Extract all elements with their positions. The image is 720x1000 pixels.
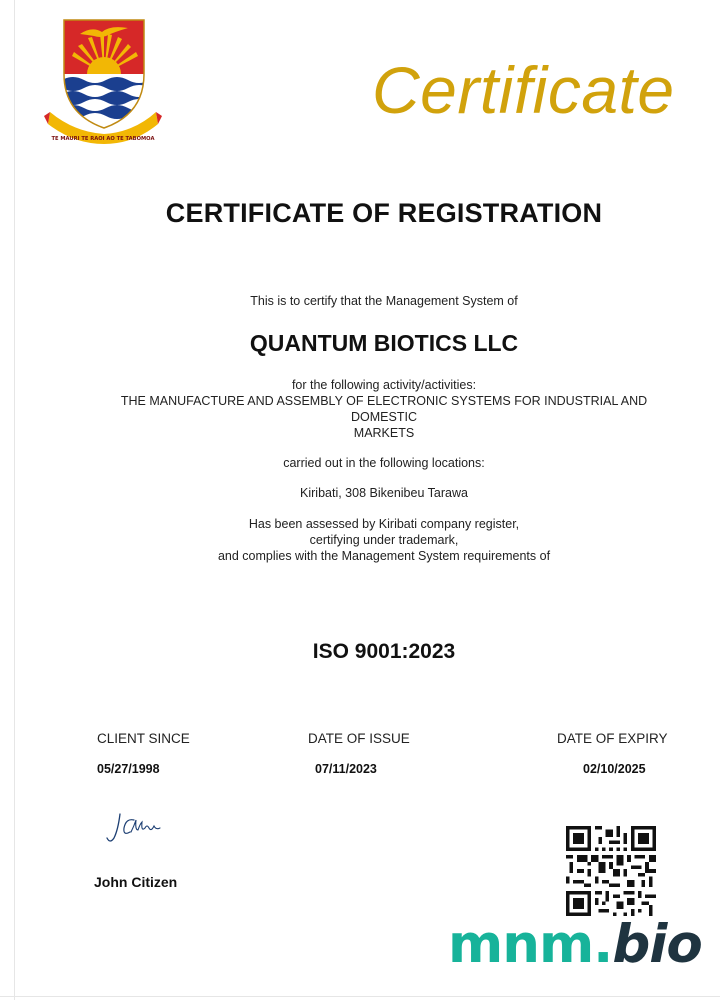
watermark-part-2: bio	[612, 914, 702, 975]
intro-text: This is to certify that the Management System of	[250, 294, 518, 308]
locations-lead: carried out in the following locations:	[283, 456, 485, 470]
activity-line-2: DOMESTIC	[351, 410, 417, 424]
assessment-line-3: and complies with the Management System requirements of	[217, 549, 551, 563]
client-since-value: 05/27/1998	[97, 762, 160, 776]
issue-date-label: DATE OF ISSUE	[308, 731, 410, 746]
signer-name: John Citizen	[94, 874, 178, 890]
location-address: Kiribati, 308 Bikenibeu Tarawa	[300, 486, 468, 500]
expiry-date-label: DATE OF EXPIRY	[557, 731, 668, 746]
iso-standard: ISO 9001:2023	[312, 640, 456, 663]
qr-code-icon	[566, 826, 656, 916]
activity-line-1: THE MANUFACTURE AND ASSEMBLY OF ELECTRONIC SYSTEMS FOR INDUSTRIAL AND	[120, 394, 648, 408]
client-since-label: CLIENT SINCE	[97, 731, 190, 746]
watermark-part-1: mnm.	[448, 914, 613, 975]
company-name: QUANTUM BIOTICS LLC	[249, 330, 519, 356]
activity-block	[0, 377, 720, 441]
assessment-line-1: Has been assessed by Kiribati company register,	[248, 517, 520, 531]
expiry-date-value: 02/10/2025	[583, 762, 646, 776]
activity-line-3: MARKETS	[353, 426, 415, 440]
issue-date-value: 07/11/2023	[315, 762, 377, 776]
document-title: CERTIFICATE OF REGISTRATION	[165, 198, 603, 228]
assessment-line-2: certifying under trademark,	[309, 533, 459, 547]
assessment-block	[0, 516, 720, 564]
certificate-heading: Certificate	[372, 53, 675, 127]
activity-lead: for the following activity/activities:	[291, 378, 477, 392]
coat-of-arms-icon	[44, 16, 162, 146]
crest-motto: TE MAURI TE RAOI AO TE TABOMOA	[51, 136, 155, 142]
handwritten-signature	[104, 808, 166, 846]
page-edge-bottom	[0, 996, 720, 997]
watermark-logo	[448, 914, 702, 975]
